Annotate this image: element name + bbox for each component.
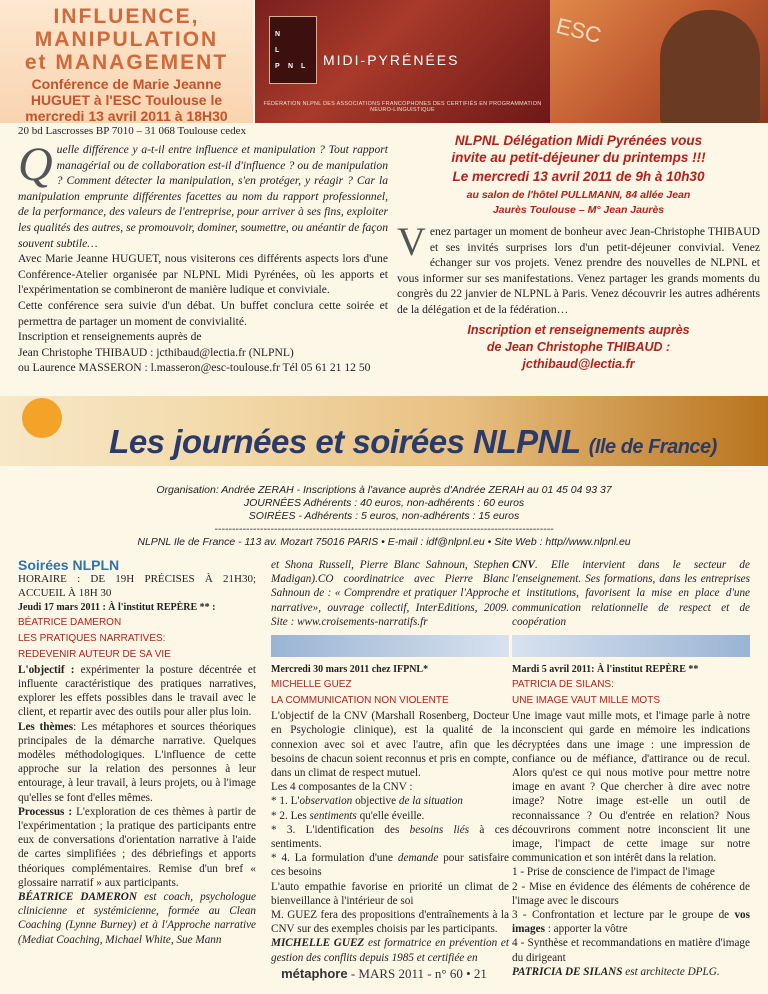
drop-cap: V bbox=[397, 219, 426, 264]
portrait-photo bbox=[660, 10, 760, 123]
column-2: et Shona Russell, Pierre Blanc Sahnoun, Stephen Madigan).CO coordinatrice avec Pierre Blanc Sahnoun de : « Comprendre et pratiquer l'Approche narrative», ouvrage collectif, InterEditions, 2009. Site : www.croisements-narratifs.fr Mercredi 30 mars 2011 chez IFPNL* MICHELLE GUEZ LA COMMUNICATION NON VIOLENTE L'objectif de la CNV (Marshall Rosenberg, Docteur en Psychologie clinique), est la qualité de la connexion avec soi et avec l'autre, afin que les besoins de chacun soient reconnus et pris en compte, dans un climat de respect mutuel. Les 4 composantes de la CNV : * 1. L'observation objective de la situation * 2. Les sentiments qu'elle éveille. * 3. L'identification des besoins liés à ces sentiments. * 4. La formulation d'une demande pour satisfaire ces besoins L'auto empathie favorise en priorité un climat de bienveillance à l'intérieur de soi M. GUEZ fera des propositions d'entraînements à la CNV sur des exemples choisis par les participants. MICHELLE GUEZ est formatrice en prévention et gestion des conflits depuis 1985 et certifiée en bbox=[271, 559, 510, 964]
federation-label: FÉDÉRATION NLPNL DES ASSOCIATIONS FRANCOPHONES DES CERTIFIÉS EN PROGRAMMATION NEURO-LINGUISTIQUE bbox=[263, 101, 542, 113]
organisation-info: Organisation: Andrée ZERAH - Inscriptions à l'avance auprès d'Andrée ZERAH au 01 45 04 93 37 JOURNÉES Adhérents : 40 euros, non-adhérents : 60 euros SOIRÉES - Adhérents : 5 euros, non-adhérents : 15 euros ------------------------------------------------------------------------------------------------- NLPNL Ile de France - 113 av. Mozart 75016 PARIS • E-mail : idf@nlpnl.eu • Site Web : http//www.nlpnl.eu bbox=[137, 484, 631, 548]
column-3: CNV. Elle intervient dans le secteur de l'enseignement. Ses formations, dans les entreprises et institutions, favorisent la mise en place d'une communication relationnelle de respect et de coopération Mardi 5 avril 2011: À l'institut REPÈRE ** PATRICIA DE SILANS: UNE IMAGE VAUT MILLE MOTS Une image vaut mille mots, et l'image parle à notre inconscient qui garde en mémoire les indications décryptées dans une image : une impression de confiance ou de méfiance, d'attirance ou de recul. Alors qu'est ce qui nous motive pour mettre notre image en avant ? Que chercher à dire avec notre image? Notre image est-elle un outil de reconnaissance ? Ou d'entrée en relation? Nous découvrirons comment notre inconscient lit une image, l'impact de cette image sur notre communication et son intérêt dans la relation. 1 - Prise de conscience de l'impact de l'image 2 - Mise en évidence des éléments de cohérence de l'image avec le discours 3 - Confrontation et lecture par le groupe de vos images : apporter la vôtre 4 - Synthèse et recommandations en matière d'image du dirigeant PATRICIA DE SILANS est architecte DPLG. bbox=[512, 559, 750, 978]
banner-logo bbox=[255, 0, 550, 123]
article-influence: Quelle différence y a-t-il entre influence et manipulation ? Tout rapport managérial ou de collaboration est-il d'influence ? ou de manipulation ? Comment détecter la manipulation, s'en protéger, y réagir ? Car la manipulation emprunte différentes facettes au nom du rapport professionnel, de la performance, des valeurs de l'entreprise, pour arriver à ses fins, exploiter les qualités des autres, se promouvoir, dominer, soumettre, ou anéantir de façon souvent subtile… Avec Marie Jeanne HUGUET, nous visiterons ces différents aspects lors d'une Conférence-Atelier organisée par NLPNL Midi Pyrénées, où les apports et l'expérimentation se combineront de manière ludique et conviviale. Cette conférence sera suivie d'un débat. Un buffet conclura cette soirée et permettra de partager un moment de convivialité. Inscription et renseignements auprès de Jean Christophe THIBAUD : jcthibaud@lectia.fr (NLPNL) ou Laurence MASSERON : l.masseron@esc-toulouse.fr Tél 05 61 21 12 50 bbox=[18, 138, 388, 375]
nlpnl-logo: N L P N L bbox=[269, 16, 317, 84]
banner-title-3: et MANAGEMENT bbox=[24, 51, 229, 74]
breakfast-invite: NLPNL Délégation Midi Pyrénées vous invite au petit-déjeuner du printemps !!! Le mercredi 13 avril 2011 de 9h à 10h30 au salon de l'hôtel PULLMANN, 84 allée Jean Jaurès Toulouse – M° Jean Jaurès Venez partager un moment de bonheur avec Jean-Christophe THIBAUD et ses invités surprises lors d'un petit-déjeuner convivial. Venez échanger sur vos projets. Venez prendre des nouvelles de NLPNL et vous informer sur ses manifestations. Venez partager les grands moments du congrès du 22 janvier de NLPNL à Paris. Venez découvrir les autres adhérents de la délégation et de la fédération… Inscription et renseignements auprès de Jean Christophe THIBAUD : jcthibaud@lectia.fr bbox=[397, 133, 760, 371]
section-title: Les journées et soirées NLPNL (Ile de France) bbox=[109, 423, 717, 460]
banner-title-2: MANIPULATION bbox=[34, 28, 219, 51]
banner-photo bbox=[550, 0, 768, 123]
column-1: Soirées NLPLN HORAIRE : DE 19H PRÉCISES À 21H30; ACCUEIL À 18H 30 Jeudi 17 mars 2011 : À l'institut REPÈRE ** : BÉATRICE DAMERON LES PRATIQUES NARRATIVES: REDEVENIR AUTEUR DE SA VIE L'objectif : expérimenter la posture décentrée et influente caractéristique des pratiques narratives, explorer les effets possibles dans le travail avec le client, et repartir avec des outils pour aller plus loin. Les thèmes: Les métaphores et sources théoriques principales de la démarche narrative. Quelques modèles méthodologiques. L'influence de cette approche sur la relation des personnes à leur entourage, à leur travail, à leurs projets, ou à l'image qu'elles se font d'elles mêmes. Processus : L'exploration de ces thèmes à partir de l'expérimentation ; la pratique des participants entre eux de conversations d'orientation narrative à l'aide de cartes simplifiées ; des débriefings et apports théoriques complémentaires. Remise d'un bref « glossaire narratif » aux participants. BÉATRICE DAMERON est coach, psychologue clinicienne et systémicienne, formée au Clean Coaching (Lynne Burney) et à l'Approche narrative (Mediat Coaching, Michael White, Sue Mann bbox=[18, 557, 256, 946]
footer-brand: métaphore bbox=[281, 966, 348, 981]
soirees-heading: Soirées NLPLN bbox=[18, 557, 120, 573]
drop-cap: Q bbox=[18, 138, 53, 191]
esc-label: ESC bbox=[553, 12, 604, 49]
banner-conf-1: Conférence de Marie Jeanne bbox=[31, 76, 222, 92]
banner-conf-2: HUGUET à l'ESC Toulouse le bbox=[30, 92, 223, 108]
banner-conf-3: mercredi 13 avril 2011 à 18H30 bbox=[25, 108, 228, 124]
page-footer: métaphore - MARS 2011 - n° 60 • 21 bbox=[281, 966, 487, 981]
sun-icon bbox=[22, 398, 62, 438]
address: 20 bd Lascrosses BP 7010 – 31 068 Toulouse cedex bbox=[18, 125, 247, 137]
region-label: MIDI-PYRÉNÉES bbox=[323, 52, 460, 68]
banner-left bbox=[0, 0, 253, 123]
banner-title-1: INFLUENCE, bbox=[53, 5, 200, 28]
